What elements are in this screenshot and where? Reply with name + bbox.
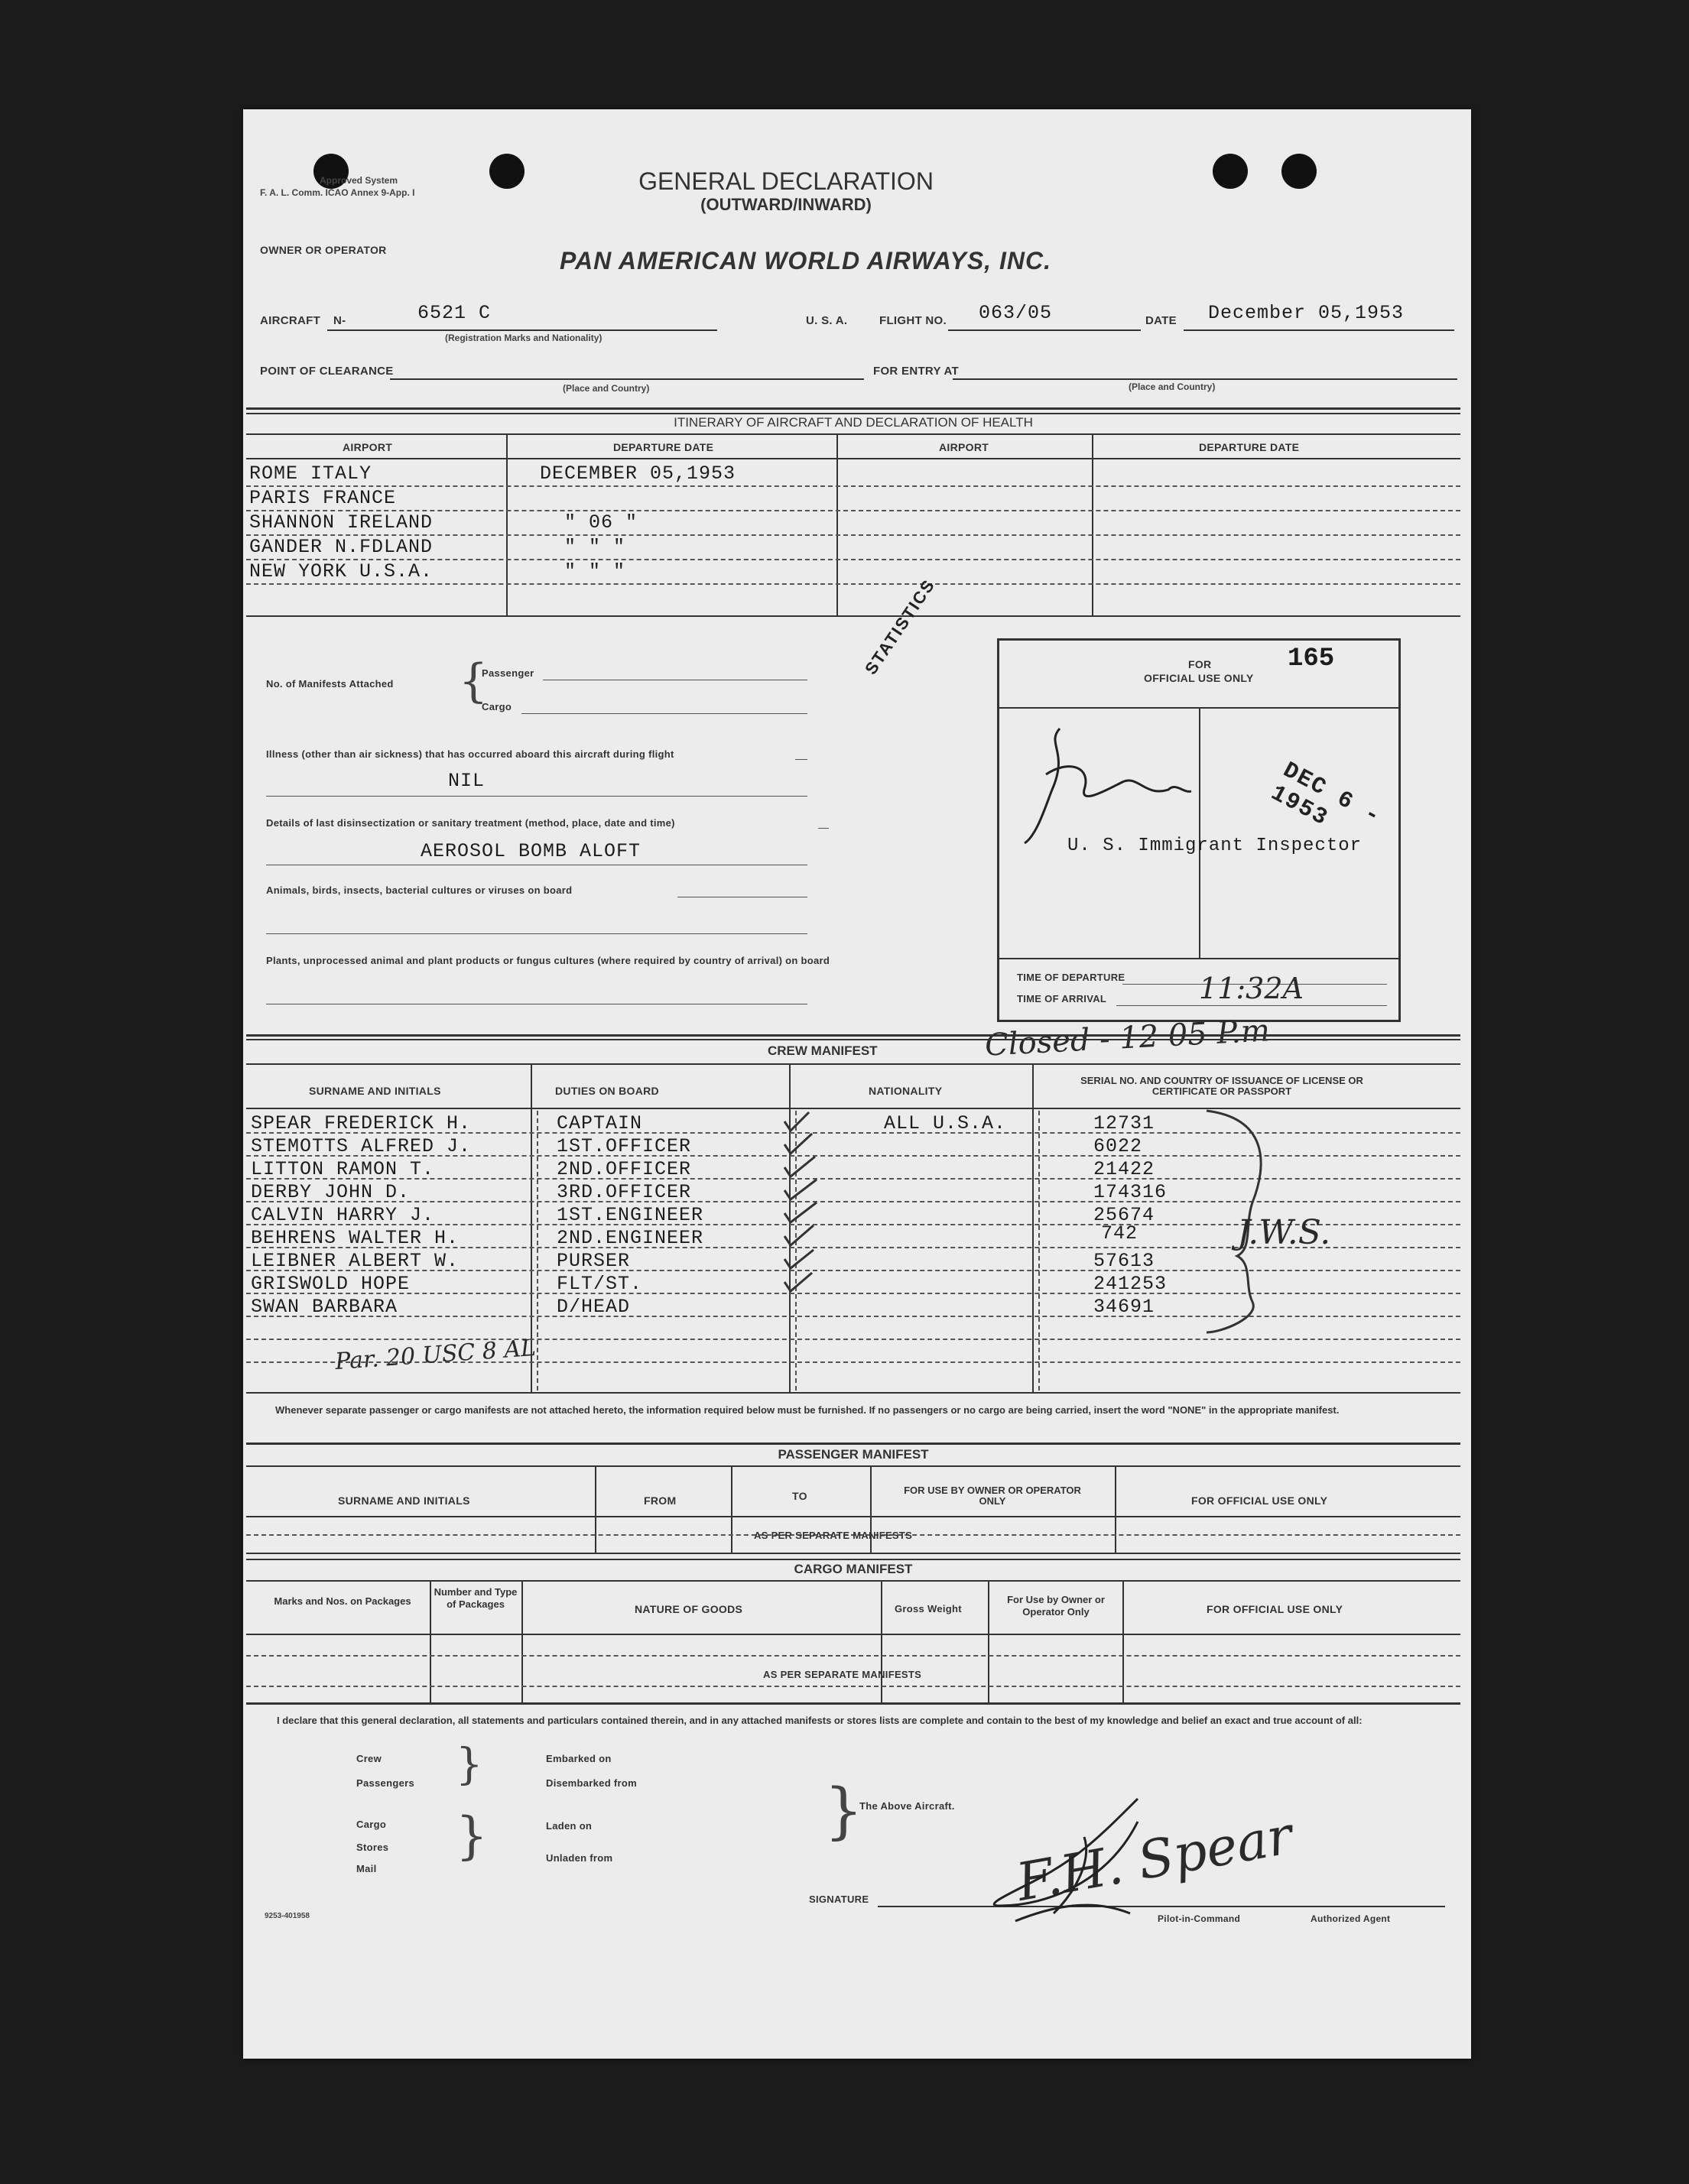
itinerary-header-departure: DEPARTURE DATE — [613, 441, 714, 453]
itinerary-date: " " " — [564, 536, 626, 558]
crew-duty: FLT/ST. — [557, 1273, 643, 1295]
itinerary-date: DECEMBER 05,1953 — [540, 462, 736, 485]
brace-icon: } — [824, 1775, 863, 1846]
itinerary-header-airport: AIRPORT — [343, 441, 393, 453]
punch-hole — [1213, 154, 1248, 189]
crew-serial: 57613 — [1093, 1250, 1155, 1272]
crew-serial: 174316 — [1093, 1181, 1168, 1203]
mail-label: Mail — [356, 1863, 377, 1874]
statistics-stamp: STATISTICS — [861, 575, 939, 678]
crew-duty: 2ND.ENGINEER — [557, 1227, 704, 1249]
pilot-label: Pilot-in-Command — [1158, 1913, 1241, 1924]
animals-label: Animals, birds, insects, bacterial cultures or viruses on board — [266, 884, 573, 896]
crew-serial: 742 — [1101, 1222, 1138, 1245]
crew-duty: 2ND.OFFICER — [557, 1158, 692, 1180]
above-aircraft-label: The Above Aircraft. — [859, 1800, 955, 1812]
itinerary-title: ITINERARY OF AIRCRAFT AND DECLARATION OF HEALTH — [674, 415, 1033, 430]
cargo-label: Cargo — [356, 1819, 387, 1830]
cargo-manifest-title: CARGO MANIFEST — [794, 1562, 913, 1576]
crew-duty: CAPTAIN — [557, 1112, 643, 1134]
crew-serial: 21422 — [1093, 1158, 1155, 1180]
itinerary-header-airport-2: AIRPORT — [939, 441, 989, 453]
cargo-manifest-label: Cargo — [482, 701, 512, 712]
itinerary-airport: GANDER N.FDLAND — [249, 536, 434, 558]
inspector-stamp: U. S. Immigrant Inspector — [1067, 836, 1363, 856]
crew-name: STEMOTTS ALFRED J. — [251, 1135, 472, 1157]
departure-time-label: TIME OF DEPARTURE — [1017, 972, 1125, 983]
arrival-time-label: TIME OF ARRIVAL — [1017, 993, 1107, 1004]
agent-label: Authorized Agent — [1311, 1913, 1391, 1924]
crew-name: DERBY JOHN D. — [251, 1181, 411, 1203]
form-title: GENERAL DECLARATION — [638, 167, 934, 195]
itinerary-date: " " " — [564, 560, 626, 583]
form-subtitle: (OUTWARD/INWARD) — [700, 195, 872, 214]
crew-serial: 12731 — [1093, 1112, 1155, 1134]
crew-name: SPEAR FREDERICK H. — [251, 1112, 472, 1134]
disinsect-value: AEROSOL BOMB ALOFT — [421, 840, 641, 862]
handwritten-note: Par. 20 USC 8 AL — [334, 1334, 537, 1376]
unladen-label: Unladen from — [546, 1852, 613, 1864]
crew-title: CREW MANIFEST — [768, 1043, 878, 1058]
aircraft-label: AIRCRAFT — [260, 314, 321, 327]
passenger-header-to: TO — [792, 1490, 807, 1502]
check-marks — [778, 1111, 870, 1432]
itinerary-airport: SHANNON IRELAND — [249, 511, 434, 534]
plants-label: Plants, unprocessed animal and plant products or fungus cultures (where required by country of arrival) on board — [266, 955, 830, 966]
cargo-header-marks: Marks and Nos. on Packages — [274, 1595, 411, 1607]
crew-header-nationality: NATIONALITY — [869, 1085, 943, 1097]
brace-icon: } — [456, 1740, 483, 1790]
passenger-header-from: FROM — [644, 1494, 677, 1507]
crew-header-serial: SERIAL NO. AND COUNTRY OF ISSUANCE OF LICENSE OR CERTIFICATE OR PASSPORT — [1080, 1075, 1363, 1097]
crew-serial: 25674 — [1093, 1204, 1155, 1226]
signature-strokes — [985, 1791, 1260, 1921]
crew-name: GRISWOLD HOPE — [251, 1273, 411, 1295]
crew-header-duties: DUTIES ON BOARD — [555, 1085, 659, 1097]
itinerary-date: " 06 " — [564, 511, 638, 534]
approval-line: Approved System — [320, 175, 398, 186]
crew-header-name: SURNAME AND INITIALS — [309, 1085, 441, 1097]
laden-label: Laden on — [546, 1820, 593, 1832]
crew-serial: 34691 — [1093, 1296, 1155, 1318]
crew-duty: 1ST.OFFICER — [557, 1135, 692, 1157]
aircraft-registration: 6521 C — [417, 302, 492, 324]
approval-line: F. A. L. Comm. ICAO Annex 9-App. I — [260, 187, 415, 198]
passenger-header-owner: FOR USE BY OWNER OR OPERATOR ONLY — [904, 1485, 1081, 1507]
entry-label: FOR ENTRY AT — [873, 365, 959, 378]
cargo-header-packages: Number and Type of Packages — [434, 1586, 518, 1610]
passenger-header-name: SURNAME AND INITIALS — [338, 1494, 470, 1507]
manifests-label: No. of Manifests Attached — [266, 678, 394, 690]
punch-hole — [1281, 154, 1317, 189]
crew-name: LITTON RAMON T. — [251, 1158, 435, 1180]
aircraft-caption: (Registration Marks and Nationality) — [445, 333, 603, 343]
cargo-header-official: FOR OFFICIAL USE ONLY — [1207, 1603, 1343, 1615]
disinsect-label: Details of last disinsectization or sanitary treatment (method, place, date and time) — [266, 817, 675, 829]
arrival-time-value: 11:32A — [1199, 972, 1304, 1005]
official-label: OFFICIAL USE ONLY — [1144, 672, 1254, 684]
illness-value: NIL — [448, 770, 486, 792]
inspector-initials — [1015, 721, 1214, 858]
crew-serial: 6022 — [1093, 1135, 1143, 1157]
clearance-label: POINT OF CLEARANCE — [260, 365, 394, 378]
embarked-label: Embarked on — [546, 1753, 612, 1764]
itinerary-airport: PARIS FRANCE — [249, 487, 397, 509]
passengers-label: Passengers — [356, 1777, 414, 1789]
stores-label: Stores — [356, 1842, 389, 1853]
crew-duty: 3RD.OFFICER — [557, 1181, 692, 1203]
declaration-form — [243, 109, 1471, 2059]
owner-label: OWNER OR OPERATOR — [260, 244, 387, 256]
cargo-manifest-note: AS PER SEPARATE MANIFESTS — [763, 1669, 922, 1680]
official-number: 165 — [1288, 644, 1335, 673]
itinerary-airport: NEW YORK U.S.A. — [249, 560, 434, 583]
crew-name: LEIBNER ALBERT W. — [251, 1250, 460, 1272]
passenger-manifest-title: PASSENGER MANIFEST — [778, 1447, 929, 1462]
crew-duty: 1ST.ENGINEER — [557, 1204, 704, 1226]
date-value: December 05,1953 — [1208, 302, 1405, 324]
cargo-header-weight: Gross Weight — [895, 1603, 962, 1614]
signature-label: SIGNATURE — [809, 1894, 869, 1905]
flight-label: FLIGHT NO. — [879, 314, 947, 327]
closed-note: Closed - 12 05 P.m — [984, 1013, 1271, 1063]
punch-hole — [489, 154, 525, 189]
aircraft-prefix: N- — [333, 314, 346, 327]
clearance-caption: (Place and Country) — [563, 383, 650, 394]
cargo-header-goods: NATURE OF GOODS — [635, 1603, 743, 1615]
crew-name: SWAN BARBARA — [251, 1296, 398, 1318]
official-label: FOR — [1188, 658, 1212, 670]
crew-label: Crew — [356, 1753, 382, 1764]
date-label: DATE — [1145, 314, 1177, 327]
illness-label: Illness (other than air sickness) that has occurred aboard this aircraft during flight — [266, 748, 674, 760]
crew-serial: 241253 — [1093, 1273, 1168, 1295]
owner-value: PAN AMERICAN WORLD AIRWAYS, INC. — [560, 247, 1051, 274]
manifest-notice: Whenever separate passenger or cargo manifests are not attached hereto, the information required below must be furnished. If no passengers or no cargo are being carried, insert the word "NONE" in the appropriate manifest. — [275, 1404, 1340, 1416]
form-number: 9253-401958 — [265, 1912, 310, 1920]
passenger-manifest-note: AS PER SEPARATE MANIFESTS — [754, 1530, 913, 1541]
crew-initials: J.W.S. — [1237, 1213, 1331, 1252]
crew-nationality: ALL U.S.A. — [884, 1112, 1007, 1134]
brace-icon: } — [456, 1806, 488, 1865]
captain-signature: F.H. Spear — [1012, 1805, 1298, 1914]
disembarked-label: Disembarked from — [546, 1777, 637, 1789]
entry-caption: (Place and Country) — [1129, 381, 1216, 392]
crew-duty: PURSER — [557, 1250, 631, 1272]
brace-icon: { — [459, 654, 489, 708]
crew-duty: D/HEAD — [557, 1296, 631, 1318]
declaration-text: I declare that this general declaration, all statements and particulars contained therein, and in any attached manifests or stores lists are complete and contain to the best of my knowledge and belief an exact and true account of all: — [277, 1715, 1363, 1726]
passenger-manifest-label: Passenger — [482, 667, 534, 679]
date-stamp: DEC 6 - 1953 — [1266, 758, 1385, 832]
crew-name: BEHRENS WALTER H. — [251, 1227, 460, 1249]
passenger-header-official: FOR OFFICIAL USE ONLY — [1191, 1494, 1328, 1507]
flight-number: 063/05 — [979, 302, 1053, 324]
crew-name: CALVIN HARRY J. — [251, 1204, 435, 1226]
itinerary-airport: ROME ITALY — [249, 462, 372, 485]
usa-label: U. S. A. — [806, 314, 848, 327]
itinerary-header-departure-2: DEPARTURE DATE — [1199, 441, 1300, 453]
cargo-header-owner: For Use by Owner or Operator Only — [1007, 1594, 1105, 1618]
